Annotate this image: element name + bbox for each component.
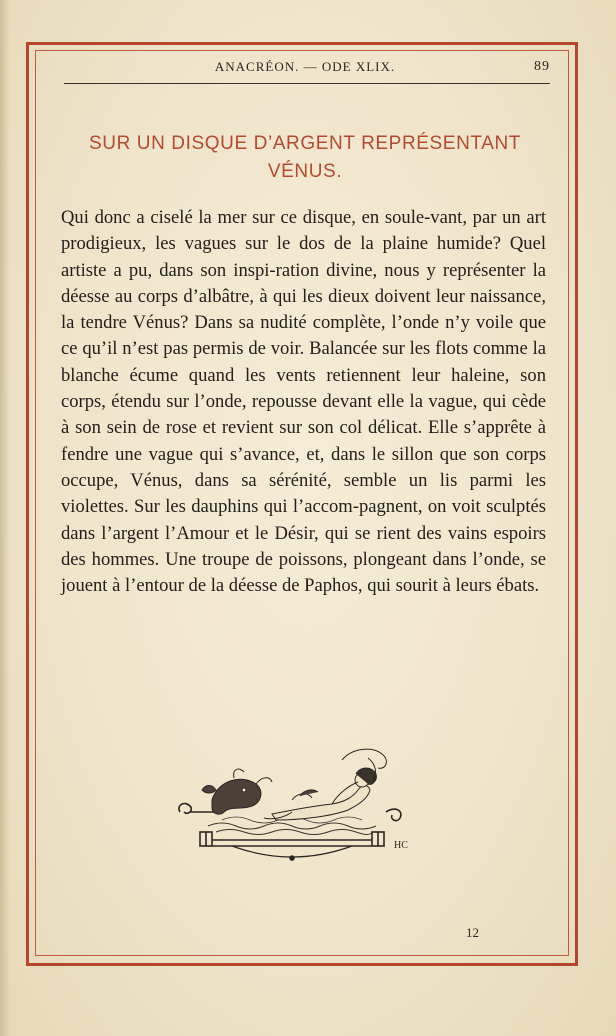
vignette-monogram: HC [394, 840, 408, 851]
signature-mark: 12 [466, 925, 479, 940]
body-paragraph: Qui donc a ciselé la mer sur ce disque, en soule-vant, par un art prodigieux, les vagues sur le dos de la plaine humide? Quel artiste a pu, dans son inspi-ration divine, nous y représenter la déesse au corps d’albâtre, à qui les dieux doivent leur naissance, la tendre Vénus? Dans sa nudité complète, l’onde n’y voile que ce qu’il n’est pas permis de voir. Balancée sur les flots comme la blanche écume quand les vents retiennent leur haleine, son corps, étendu sur l’onde, repousse devant elle la vague, qui cède à son sein de rose et revient sur son col délicat. Elle s’apprête à fendre une vague qui s’avance, et, dans le sillon que son corps occupe, Vénus, dans sa sérénité, semble un lis parmi les violettes. Sur les dauphins qui l’accom-pagnent, on voit sculptés dans l’argent l’Amour et le Désir, qui se rient des vains espoirs des hommes. Une troupe de poissons, plongeant dans l’onde, se jouent à l’entour de la déesse de Paphos, qui sourit à leurs ébats. [61, 207, 546, 597]
ode-title [60, 130, 550, 186]
vignette-venus [264, 768, 376, 820]
page-number: 89 [534, 59, 550, 74]
header-rule [64, 83, 550, 84]
ode-title-line-1: SUR UN DISQUE D’ARGENT REPRÉSENTANT [88, 133, 521, 154]
venus-dolphin-vignette [172, 740, 417, 870]
vignette-dolphin [202, 769, 272, 814]
running-head [60, 59, 550, 79]
running-head-title: ANACRÉON. — ODE XLIX. [214, 59, 396, 74]
page-gutter-shadow [0, 0, 10, 1036]
ode-title-line-2: VÉNUS. [267, 161, 343, 182]
